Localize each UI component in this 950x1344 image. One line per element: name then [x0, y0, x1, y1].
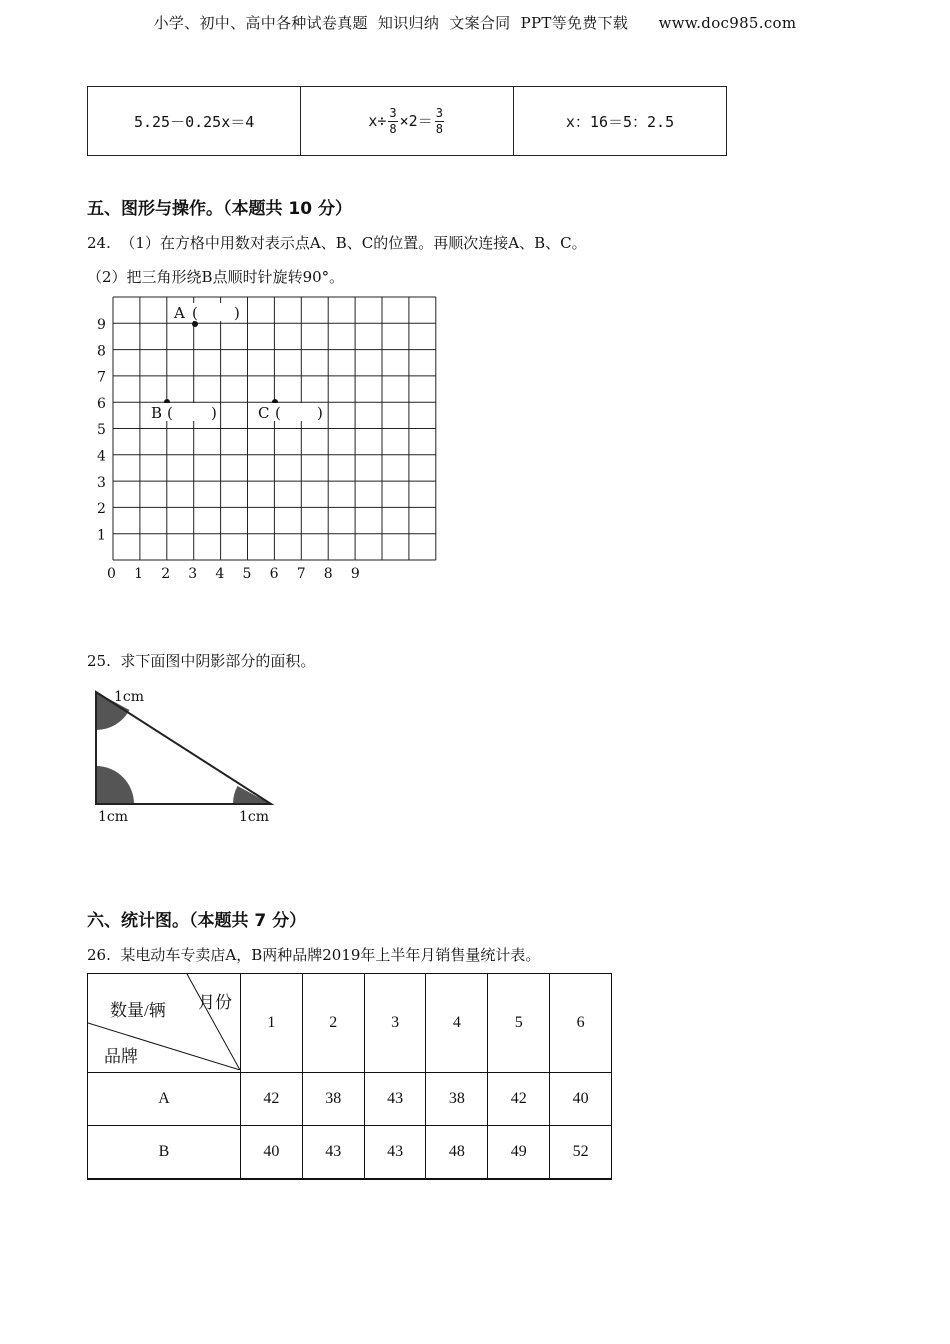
x-axis-label: 4	[215, 566, 225, 582]
y-axis-label: 8	[97, 343, 106, 360]
month-header: 3	[364, 974, 426, 1073]
fraction-numerator: 3	[435, 105, 443, 120]
header-quantity: 数量/辆	[110, 1001, 166, 1020]
x-axis-label: 0	[107, 566, 116, 582]
table-row	[88, 87, 727, 156]
table-cell: 38	[426, 1073, 488, 1126]
y-axis-label: 2	[97, 501, 106, 518]
point-c-open-paren: (	[275, 404, 281, 422]
grid-lines	[113, 297, 436, 560]
x-axis-label: 8	[323, 566, 333, 582]
section-5-title: 五、图形与操作。（本题共 10 分）	[87, 199, 352, 219]
label-bottom-left: 1cm	[98, 809, 129, 825]
table-cell: 43	[364, 1126, 426, 1180]
table-cell: 48	[426, 1126, 488, 1180]
shaded-sector-bottom-left	[96, 766, 134, 804]
fraction-denominator: 8	[435, 121, 443, 136]
point-a-label: A	[174, 304, 185, 322]
header-brand: 品牌	[104, 1047, 138, 1066]
equation-2-middle: ×2＝	[399, 111, 433, 130]
table-header-row	[88, 974, 612, 1073]
point-a-open-paren: (	[192, 304, 198, 322]
fraction-denominator: 8	[389, 121, 397, 136]
x-axis-label: 2	[161, 566, 171, 582]
table-row	[88, 1073, 612, 1126]
y-axis-label: 1	[97, 527, 106, 544]
equation-3: x：16＝5：2.5	[514, 87, 727, 156]
fraction	[388, 106, 397, 137]
y-axis-label: 6	[97, 395, 106, 412]
point-b-close-paren: )	[211, 404, 217, 422]
table-cell: 43	[364, 1073, 426, 1126]
diagonal-header-cell	[88, 974, 241, 1073]
x-axis-label: 6	[269, 566, 279, 582]
month-header: 4	[426, 974, 488, 1073]
table-cell: 38	[302, 1073, 364, 1126]
point-b-label: B	[151, 404, 163, 422]
x-axis-label: 7	[296, 566, 306, 582]
page-header: 小学、初中、高中各种试卷真题 知识归纳 文案合同 PPT等免费下载 www.doc985.com	[153, 14, 797, 32]
table-cell: 42	[488, 1073, 550, 1126]
label-bottom-right: 1cm	[239, 809, 270, 825]
question-24-line-2: （2）把三角形绕B点顺时针旋转90°。	[87, 268, 345, 286]
x-axis-label: 3	[188, 566, 198, 582]
y-axis-label: 9	[97, 317, 106, 333]
table-cell: 43	[302, 1126, 364, 1180]
question-26: 26. 某电动车专卖店A，B两种品牌2019年上半年月销售量统计表。	[87, 946, 541, 964]
y-axis-label: 5	[97, 422, 106, 439]
equation-2	[301, 87, 514, 156]
x-axis-label: 9	[350, 566, 360, 582]
table-cell: 49	[488, 1126, 550, 1180]
fraction	[435, 106, 444, 137]
triangle-figure	[88, 684, 288, 829]
table-cell: 52	[550, 1126, 612, 1180]
equations-table	[87, 86, 727, 156]
month-header: 2	[302, 974, 364, 1073]
y-axis-label: 3	[97, 474, 106, 491]
y-axis-label: 4	[97, 448, 106, 465]
equation-2-prefix: x÷	[368, 111, 387, 130]
point-c-close-paren: )	[317, 404, 323, 422]
table-cell: 40	[241, 1126, 303, 1180]
month-header: 6	[550, 974, 612, 1073]
month-header: 5	[488, 974, 550, 1073]
table-cell: 40	[550, 1073, 612, 1126]
x-axis-labels	[107, 566, 360, 582]
brand-cell: A	[88, 1073, 241, 1126]
table-cell: 42	[241, 1073, 303, 1126]
point-b-open-paren: (	[167, 404, 173, 422]
question-25: 25. 求下面图中阴影部分的面积。	[87, 652, 316, 670]
coordinate-grid	[85, 288, 455, 588]
point-c-label: C	[258, 404, 270, 422]
section-6-title: 六、统计图。（本题共 7 分）	[87, 911, 307, 931]
table-row	[88, 1126, 612, 1180]
header-month: 月份	[198, 993, 232, 1012]
sales-table	[87, 973, 612, 1180]
brand-cell: B	[88, 1126, 241, 1180]
fraction-numerator: 3	[389, 105, 397, 120]
equation-1: 5.25－0.25x＝4	[88, 87, 301, 156]
label-top: 1cm	[114, 689, 145, 705]
point-a-close-paren: )	[234, 304, 240, 322]
x-axis-label: 1	[134, 566, 144, 582]
y-axis-labels	[97, 317, 106, 543]
x-axis-label: 5	[242, 566, 252, 582]
y-axis-label: 7	[97, 369, 106, 386]
month-header: 1	[241, 974, 303, 1073]
question-24-line-1: 24. （1）在方格中用数对表示点A、B、C的位置。再顺次连接A、B、C。	[87, 234, 587, 252]
